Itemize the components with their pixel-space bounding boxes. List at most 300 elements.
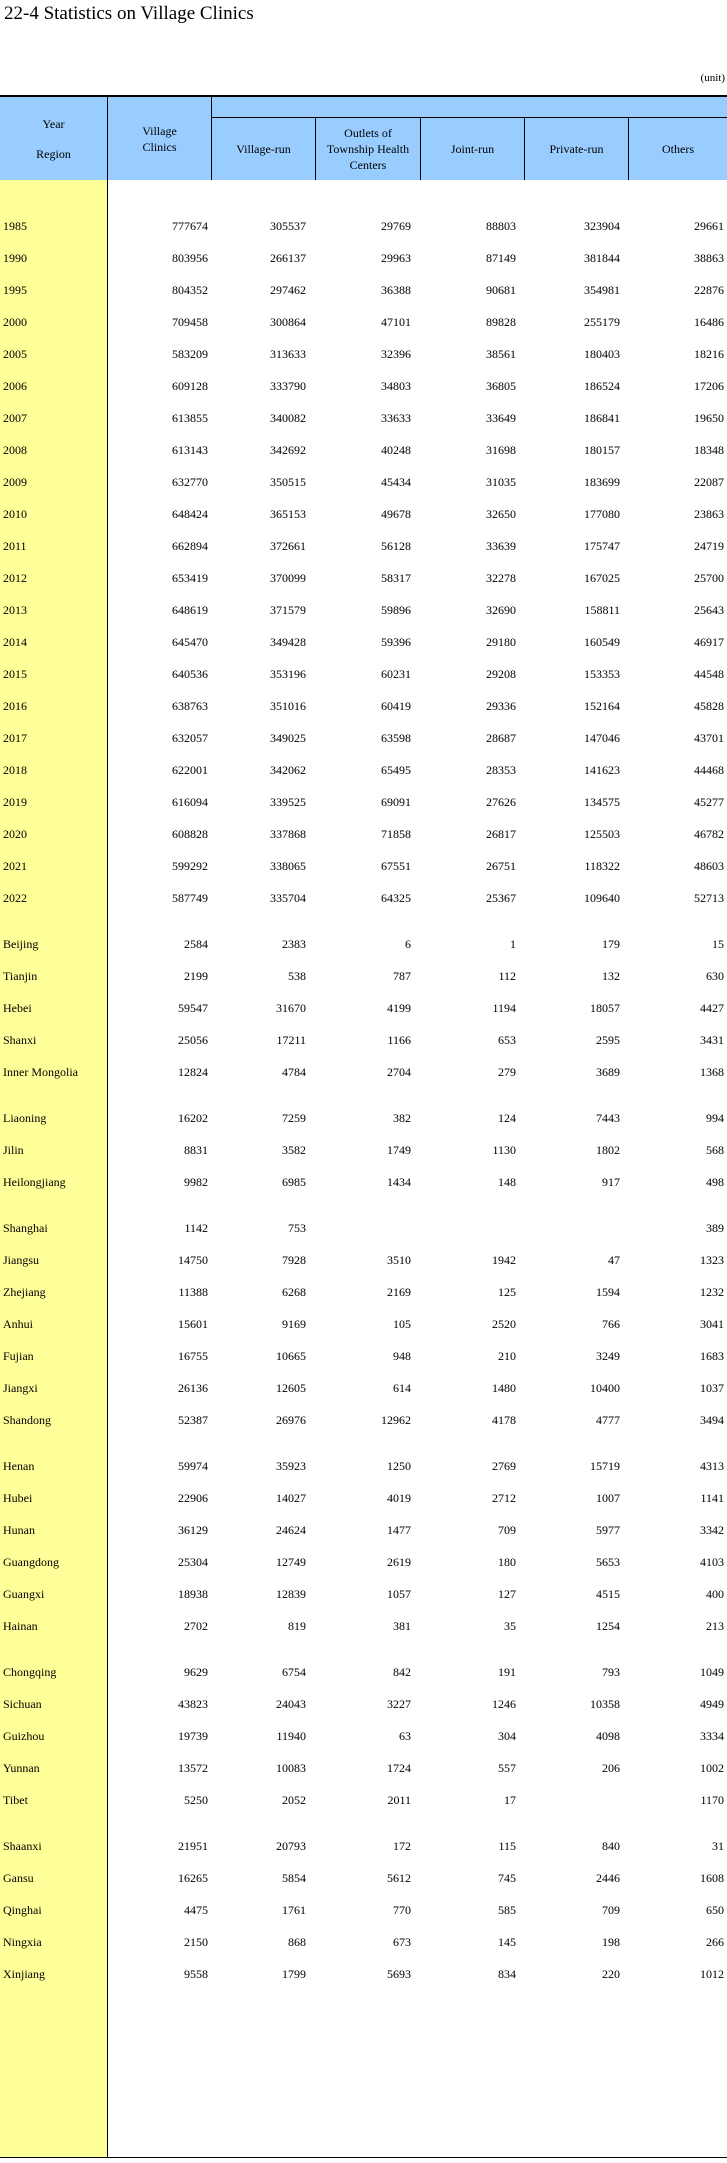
- table-bottom-rule: [0, 2157, 727, 2158]
- cell-village-run: 11940: [276, 1729, 306, 1743]
- cell-township-outlets: 12962: [381, 1413, 411, 1427]
- cell-others: 3494: [700, 1413, 724, 1427]
- row-label: 2013: [3, 603, 27, 617]
- row-label: Heilongjiang: [3, 1175, 66, 1189]
- cell-village-run: 6985: [282, 1175, 306, 1189]
- table-row: [0, 1482, 727, 1514]
- header-village-clinics: Village Clinics: [108, 97, 212, 180]
- cell-others: 44548: [694, 667, 724, 681]
- cell-others: 44468: [694, 763, 724, 777]
- cell-private-run: 1594: [596, 1285, 620, 1299]
- table-row: [0, 1862, 727, 1894]
- cell-township-outlets: 1434: [387, 1175, 411, 1189]
- cell-private-run: 141623: [584, 763, 620, 777]
- row-label: 2018: [3, 763, 27, 777]
- cell-joint-run: 17: [504, 1793, 516, 1807]
- cell-private-run: 10358: [590, 1697, 620, 1711]
- header-township-outlets: Outlets of Township Health Centers: [316, 117, 421, 180]
- cell-village-run: 313633: [270, 347, 306, 361]
- cell-village-clinics: 52387: [178, 1413, 208, 1427]
- table-row: [0, 562, 727, 594]
- cell-joint-run: 557: [498, 1761, 516, 1775]
- table-row: [0, 1752, 727, 1784]
- cell-private-run: 186524: [584, 379, 620, 393]
- row-label: 2020: [3, 827, 27, 841]
- cell-private-run: 255179: [584, 315, 620, 329]
- cell-village-clinics: 1142: [184, 1221, 208, 1235]
- cell-township-outlets: 382: [393, 1111, 411, 1125]
- cell-township-outlets: 59396: [381, 635, 411, 649]
- cell-others: 22087: [694, 475, 724, 489]
- cell-village-clinics: 622001: [172, 763, 208, 777]
- cell-township-outlets: 2619: [387, 1555, 411, 1569]
- table-row: [0, 402, 727, 434]
- cell-village-run: 353196: [270, 667, 306, 681]
- cell-joint-run: 29208: [486, 667, 516, 681]
- row-label: 2017: [3, 731, 27, 745]
- cell-others: 266: [706, 1935, 724, 1949]
- cell-village-clinics: 648424: [172, 507, 208, 521]
- cell-village-run: 351016: [270, 699, 306, 713]
- cell-township-outlets: 4019: [387, 1491, 411, 1505]
- cell-private-run: 177080: [584, 507, 620, 521]
- cell-township-outlets: 770: [393, 1903, 411, 1917]
- cell-joint-run: 26751: [486, 859, 516, 873]
- cell-others: 31: [712, 1839, 724, 1853]
- row-label: Shanghai: [3, 1221, 48, 1235]
- cell-township-outlets: 47101: [381, 315, 411, 329]
- cell-others: 1368: [700, 1065, 724, 1079]
- cell-joint-run: 31698: [486, 443, 516, 457]
- cell-village-run: 305537: [270, 219, 306, 233]
- row-label: Yunnan: [3, 1761, 40, 1775]
- cell-private-run: 1254: [596, 1619, 620, 1633]
- table-row: [0, 1404, 727, 1436]
- cell-village-clinics: 9982: [184, 1175, 208, 1189]
- cell-township-outlets: 45434: [381, 475, 411, 489]
- row-label: Gansu: [3, 1871, 34, 1885]
- cell-joint-run: 1: [510, 937, 516, 951]
- cell-village-clinics: 16755: [178, 1349, 208, 1363]
- cell-township-outlets: 1724: [387, 1761, 411, 1775]
- table-row: [0, 1610, 727, 1642]
- cell-private-run: 158811: [584, 603, 620, 617]
- cell-private-run: 5653: [596, 1555, 620, 1569]
- cell-village-clinics: 2702: [184, 1619, 208, 1633]
- header-village-run: Village-run: [212, 117, 316, 180]
- cell-others: 52713: [694, 891, 724, 905]
- row-label: 2015: [3, 667, 27, 681]
- cell-private-run: 220: [602, 1967, 620, 1981]
- cell-private-run: 18057: [590, 1001, 620, 1015]
- cell-others: 1049: [700, 1665, 724, 1679]
- table-row: [0, 466, 727, 498]
- cell-village-run: 9169: [282, 1317, 306, 1331]
- cell-village-clinics: 14750: [178, 1253, 208, 1267]
- row-label: 2008: [3, 443, 27, 457]
- cell-village-clinics: 608828: [172, 827, 208, 841]
- cell-village-run: 12605: [276, 1381, 306, 1395]
- unit-label: (unit): [700, 72, 725, 84]
- cell-joint-run: 2769: [492, 1459, 516, 1473]
- table-row: [0, 1102, 727, 1134]
- cell-others: 630: [706, 969, 724, 983]
- cell-private-run: 917: [602, 1175, 620, 1189]
- cell-village-run: 2052: [282, 1793, 306, 1807]
- cell-others: 3334: [700, 1729, 724, 1743]
- header-group: [212, 97, 727, 117]
- cell-private-run: 153353: [584, 667, 620, 681]
- cell-joint-run: 36805: [486, 379, 516, 393]
- cell-village-clinics: 803956: [172, 251, 208, 265]
- cell-village-run: 266137: [270, 251, 306, 265]
- cell-village-clinics: 11388: [178, 1285, 208, 1299]
- cell-village-clinics: 599292: [172, 859, 208, 873]
- row-label: 2007: [3, 411, 27, 425]
- cell-township-outlets: 33633: [381, 411, 411, 425]
- cell-village-run: 5854: [282, 1871, 306, 1885]
- table-row: [0, 1688, 727, 1720]
- row-label: 2000: [3, 315, 27, 329]
- cell-village-run: 337868: [270, 827, 306, 841]
- cell-private-run: 183699: [584, 475, 620, 489]
- table-row: [0, 1656, 727, 1688]
- cell-village-run: 6268: [282, 1285, 306, 1299]
- table-row: [0, 1514, 727, 1546]
- cell-private-run: 381844: [584, 251, 620, 265]
- cell-village-clinics: 587749: [172, 891, 208, 905]
- header-region: Region: [36, 146, 71, 161]
- cell-village-run: 10665: [276, 1349, 306, 1363]
- cell-private-run: 5977: [596, 1523, 620, 1537]
- table-row: [0, 992, 727, 1024]
- cell-township-outlets: 56128: [381, 539, 411, 553]
- cell-joint-run: 29336: [486, 699, 516, 713]
- cell-joint-run: 89828: [486, 315, 516, 329]
- row-label: 2009: [3, 475, 27, 489]
- table-row: [0, 850, 727, 882]
- cell-village-clinics: 2199: [184, 969, 208, 983]
- cell-joint-run: 87149: [486, 251, 516, 265]
- table-row: [0, 1308, 727, 1340]
- cell-others: 1232: [700, 1285, 724, 1299]
- cell-village-clinics: 15601: [178, 1317, 208, 1331]
- table-row: [0, 690, 727, 722]
- cell-joint-run: 124: [498, 1111, 516, 1125]
- row-label: 2014: [3, 635, 27, 649]
- cell-village-clinics: 653419: [172, 571, 208, 585]
- cell-township-outlets: 381: [393, 1619, 411, 1633]
- cell-village-clinics: 645470: [172, 635, 208, 649]
- row-label: 2005: [3, 347, 27, 361]
- cell-joint-run: 1480: [492, 1381, 516, 1395]
- row-label: Hunan: [3, 1523, 35, 1537]
- cell-village-clinics: 21951: [178, 1839, 208, 1853]
- cell-village-clinics: 59974: [178, 1459, 208, 1473]
- cell-village-clinics: 9558: [184, 1967, 208, 1981]
- cell-village-run: 1799: [282, 1967, 306, 1981]
- cell-others: 15: [712, 937, 724, 951]
- table-row: [0, 1056, 727, 1088]
- header-year: Year: [42, 116, 65, 131]
- row-label: Beijing: [3, 937, 39, 951]
- cell-joint-run: 709: [498, 1523, 516, 1537]
- cell-others: 18348: [694, 443, 724, 457]
- table-row: [0, 1024, 727, 1056]
- cell-private-run: 47: [608, 1253, 620, 1267]
- cell-joint-run: 1194: [492, 1001, 516, 1015]
- cell-township-outlets: 842: [393, 1665, 411, 1679]
- cell-others: 43701: [694, 731, 724, 745]
- row-label: 1990: [3, 251, 27, 265]
- cell-township-outlets: 29769: [381, 219, 411, 233]
- cell-joint-run: 585: [498, 1903, 516, 1917]
- cell-village-clinics: 632057: [172, 731, 208, 745]
- row-label: Shanxi: [3, 1033, 37, 1047]
- row-label: Sichuan: [3, 1697, 42, 1711]
- table-row: [0, 818, 727, 850]
- cell-others: 3041: [700, 1317, 724, 1331]
- cell-others: 1608: [700, 1871, 724, 1885]
- table-row: [0, 370, 727, 402]
- cell-township-outlets: 29963: [381, 251, 411, 265]
- cell-joint-run: 834: [498, 1967, 516, 1981]
- cell-township-outlets: 49678: [381, 507, 411, 521]
- cell-township-outlets: 1749: [387, 1143, 411, 1157]
- header-private-run: Private-run: [525, 117, 629, 180]
- cell-others: 17206: [694, 379, 724, 393]
- cell-township-outlets: 2704: [387, 1065, 411, 1079]
- cell-private-run: 175747: [584, 539, 620, 553]
- cell-private-run: 4515: [596, 1587, 620, 1601]
- cell-township-outlets: 3510: [387, 1253, 411, 1267]
- cell-township-outlets: 63598: [381, 731, 411, 745]
- cell-village-clinics: 13572: [178, 1761, 208, 1775]
- cell-village-clinics: 22906: [178, 1491, 208, 1505]
- cell-private-run: 4777: [596, 1413, 620, 1427]
- cell-township-outlets: 673: [393, 1935, 411, 1949]
- cell-joint-run: 2520: [492, 1317, 516, 1331]
- cell-private-run: 15719: [590, 1459, 620, 1473]
- row-label: Hubei: [3, 1491, 33, 1505]
- cell-others: 4427: [700, 1001, 724, 1015]
- cell-village-clinics: 616094: [172, 795, 208, 809]
- cell-township-outlets: 2011: [387, 1793, 411, 1807]
- cell-joint-run: 26817: [486, 827, 516, 841]
- cell-others: 48603: [694, 859, 724, 873]
- cell-joint-run: 1942: [492, 1253, 516, 1267]
- cell-others: 1002: [700, 1761, 724, 1775]
- cell-others: 46917: [694, 635, 724, 649]
- cell-township-outlets: 948: [393, 1349, 411, 1363]
- cell-village-clinics: 18938: [178, 1587, 208, 1601]
- cell-village-run: 349428: [270, 635, 306, 649]
- row-label: Anhui: [3, 1317, 33, 1331]
- table-row: [0, 1958, 727, 1990]
- cell-private-run: 2595: [596, 1033, 620, 1047]
- cell-others: 22876: [694, 283, 724, 297]
- cell-private-run: 3249: [596, 1349, 620, 1363]
- cell-joint-run: 210: [498, 1349, 516, 1363]
- cell-village-run: 335704: [270, 891, 306, 905]
- cell-others: 45828: [694, 699, 724, 713]
- cell-village-run: 7928: [282, 1253, 306, 1267]
- cell-private-run: 198: [602, 1935, 620, 1949]
- cell-others: 18216: [694, 347, 724, 361]
- page-title: 22-4 Statistics on Village Clinics: [4, 3, 254, 24]
- cell-village-run: 6754: [282, 1665, 306, 1679]
- table-row: [0, 1830, 727, 1862]
- cell-joint-run: 32650: [486, 507, 516, 521]
- cell-village-run: 370099: [270, 571, 306, 585]
- cell-private-run: 709: [602, 1903, 620, 1917]
- cell-village-clinics: 804352: [172, 283, 208, 297]
- cell-village-run: 339525: [270, 795, 306, 809]
- row-label: Ningxia: [3, 1935, 42, 1949]
- table-row: [0, 754, 727, 786]
- cell-township-outlets: 60419: [381, 699, 411, 713]
- table-row: [0, 306, 727, 338]
- cell-private-run: 179: [602, 937, 620, 951]
- cell-joint-run: 38561: [486, 347, 516, 361]
- table-row: [0, 1244, 727, 1276]
- cell-private-run: 7443: [596, 1111, 620, 1125]
- table-row: [0, 722, 727, 754]
- cell-township-outlets: 1166: [387, 1033, 411, 1047]
- cell-township-outlets: 5693: [387, 1967, 411, 1981]
- cell-others: 1170: [700, 1793, 724, 1807]
- table-row: [0, 1340, 727, 1372]
- cell-village-clinics: 36129: [178, 1523, 208, 1537]
- cell-joint-run: 88803: [486, 219, 516, 233]
- cell-others: 498: [706, 1175, 724, 1189]
- table-row: [0, 1166, 727, 1198]
- row-label: 2016: [3, 699, 27, 713]
- cell-township-outlets: 614: [393, 1381, 411, 1395]
- cell-private-run: 109640: [584, 891, 620, 905]
- cell-village-run: 371579: [270, 603, 306, 617]
- row-label: Guangxi: [3, 1587, 45, 1601]
- cell-private-run: 134575: [584, 795, 620, 809]
- cell-others: 3342: [700, 1523, 724, 1537]
- header-joint-run: Joint-run: [421, 117, 525, 180]
- cell-village-run: 819: [288, 1619, 306, 1633]
- cell-joint-run: 1246: [492, 1697, 516, 1711]
- cell-village-clinics: 5250: [184, 1793, 208, 1807]
- cell-village-clinics: 648619: [172, 603, 208, 617]
- cell-others: 1037: [700, 1381, 724, 1395]
- table-row: [0, 594, 727, 626]
- cell-village-clinics: 4475: [184, 1903, 208, 1917]
- cell-others: 45277: [694, 795, 724, 809]
- cell-village-clinics: 613855: [172, 411, 208, 425]
- cell-private-run: 152164: [584, 699, 620, 713]
- cell-private-run: 125503: [584, 827, 620, 841]
- cell-village-run: 333790: [270, 379, 306, 393]
- row-label: Xinjiang: [3, 1967, 45, 1981]
- cell-village-clinics: 16265: [178, 1871, 208, 1885]
- cell-village-run: 297462: [270, 283, 306, 297]
- cell-joint-run: 2712: [492, 1491, 516, 1505]
- cell-village-clinics: 9629: [184, 1665, 208, 1679]
- cell-others: 4313: [700, 1459, 724, 1473]
- row-label: Henan: [3, 1459, 35, 1473]
- cell-joint-run: 145: [498, 1935, 516, 1949]
- table-row: [0, 530, 727, 562]
- cell-private-run: 118322: [584, 859, 620, 873]
- cell-joint-run: 745: [498, 1871, 516, 1885]
- table-row: [0, 1372, 727, 1404]
- cell-village-run: 24624: [276, 1523, 306, 1537]
- table-row: [0, 434, 727, 466]
- cell-township-outlets: 67551: [381, 859, 411, 873]
- cell-village-run: 365153: [270, 507, 306, 521]
- cell-township-outlets: 1477: [387, 1523, 411, 1537]
- cell-village-run: 17211: [276, 1033, 306, 1047]
- cell-private-run: 323904: [584, 219, 620, 233]
- cell-village-clinics: 2150: [184, 1935, 208, 1949]
- table-row: [0, 498, 727, 530]
- cell-village-run: 3582: [282, 1143, 306, 1157]
- cell-township-outlets: 40248: [381, 443, 411, 457]
- cell-others: 1323: [700, 1253, 724, 1267]
- cell-village-clinics: 25304: [178, 1555, 208, 1569]
- row-label: Jilin: [3, 1143, 24, 1157]
- cell-private-run: 766: [602, 1317, 620, 1331]
- cell-joint-run: 32278: [486, 571, 516, 585]
- row-label: 2006: [3, 379, 27, 393]
- cell-village-run: 24043: [276, 1697, 306, 1711]
- cell-township-outlets: 4199: [387, 1001, 411, 1015]
- cell-village-run: 12839: [276, 1587, 306, 1601]
- cell-village-run: 342692: [270, 443, 306, 457]
- row-label: 1985: [3, 219, 27, 233]
- table-row: [0, 1578, 727, 1610]
- cell-village-clinics: 640536: [172, 667, 208, 681]
- cell-joint-run: 304: [498, 1729, 516, 1743]
- cell-township-outlets: 34803: [381, 379, 411, 393]
- row-label: Chongqing: [3, 1665, 57, 1679]
- cell-others: 23863: [694, 507, 724, 521]
- cell-private-run: 132: [602, 969, 620, 983]
- cell-village-run: 7259: [282, 1111, 306, 1125]
- row-label: 2011: [3, 539, 27, 553]
- cell-village-clinics: 632770: [172, 475, 208, 489]
- table-row: [0, 626, 727, 658]
- cell-township-outlets: 36388: [381, 283, 411, 297]
- row-label: Fujian: [3, 1349, 34, 1363]
- cell-others: 19650: [694, 411, 724, 425]
- table-row: [0, 338, 727, 370]
- cell-joint-run: 125: [498, 1285, 516, 1299]
- cell-joint-run: 90681: [486, 283, 516, 297]
- table-row: [0, 928, 727, 960]
- cell-private-run: 1802: [596, 1143, 620, 1157]
- row-label: Jiangsu: [3, 1253, 39, 1267]
- cell-others: 29661: [694, 219, 724, 233]
- table-row: [0, 274, 727, 306]
- cell-joint-run: 115: [498, 1839, 516, 1853]
- cell-township-outlets: 65495: [381, 763, 411, 777]
- cell-village-run: 14027: [276, 1491, 306, 1505]
- cell-joint-run: 25367: [486, 891, 516, 905]
- cell-joint-run: 4178: [492, 1413, 516, 1427]
- cell-township-outlets: 1250: [387, 1459, 411, 1473]
- cell-private-run: 793: [602, 1665, 620, 1679]
- cell-others: 16486: [694, 315, 724, 329]
- cell-township-outlets: 69091: [381, 795, 411, 809]
- cell-joint-run: 28687: [486, 731, 516, 745]
